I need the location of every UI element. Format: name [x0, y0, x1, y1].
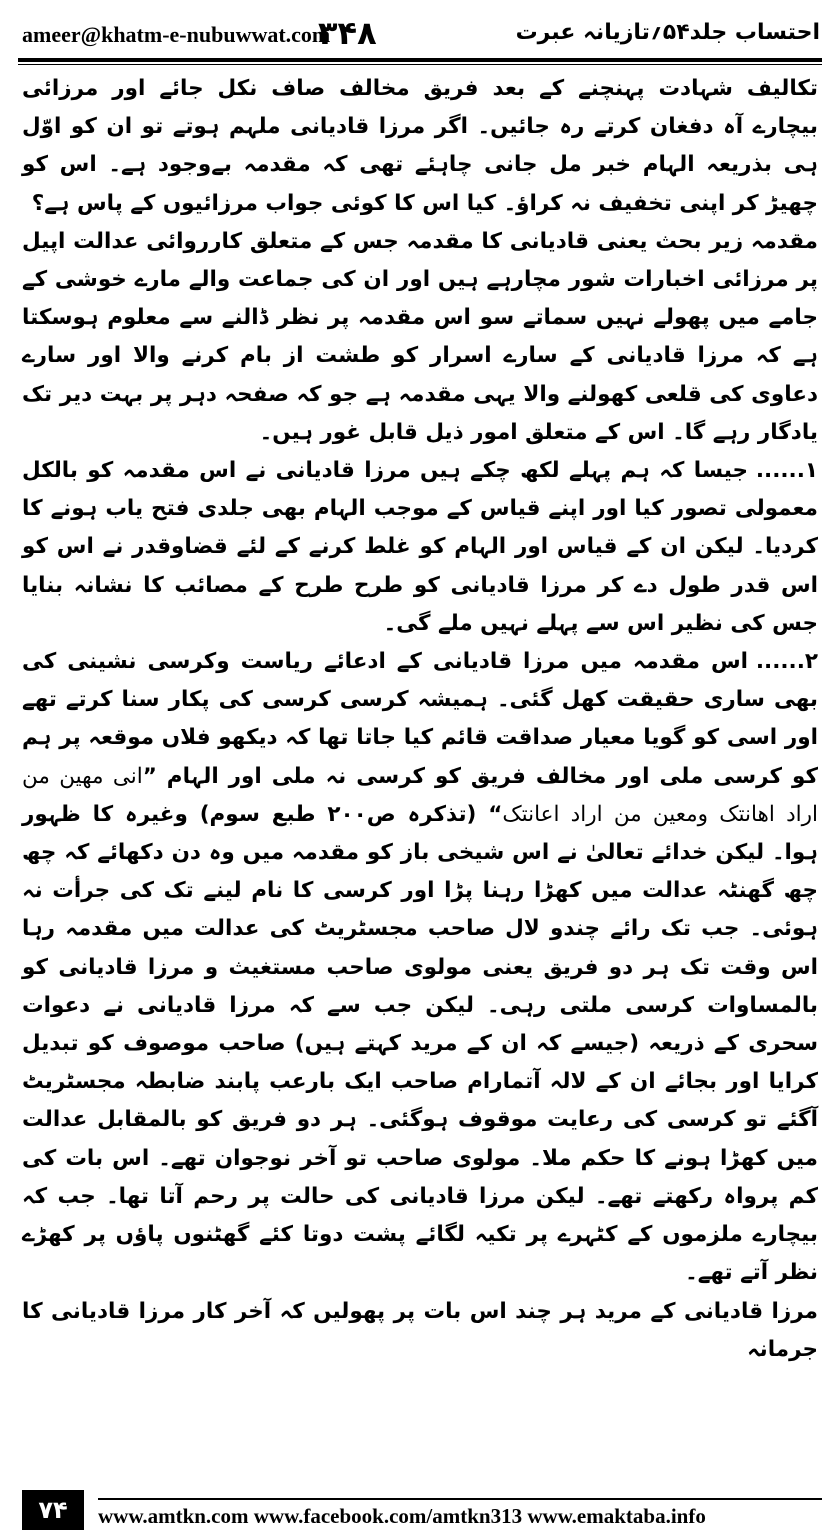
footer-page-badge: ۷۴ — [22, 1490, 84, 1530]
footer-links[interactable]: www.amtkn.com www.facebook.com/amtkn313 www.emaktaba.info — [98, 1498, 822, 1534]
paragraph-2 — [22, 223, 818, 452]
paragraph-4 — [22, 643, 818, 1292]
paragraph-5 — [22, 1293, 818, 1369]
page-body — [22, 70, 818, 1369]
header-rule-thick — [18, 58, 822, 62]
paragraph-text: مرزا قادیانی کے مرید ہر چند اس بات پر پھولیں کہ آخر کار مرزا قادیانی کا جرمانہ — [22, 1298, 818, 1362]
arabic-quote: انی مھین من اراد اھانتک ومعین من اراد اعانتک — [22, 763, 818, 827]
header-email[interactable]: ameer@khatm-e-nubuwwat.com — [22, 22, 331, 47]
paragraph-text: مقدمہ زیر بحث یعنی قادیانی کا مقدمہ جس کے متعلق کارروائی عدالت اپیل پر مرزائی اخبارات شور مچارہے ہیں اور ان کی جماعت والے مارے خوشی کے جامے میں پھولے نہیں سماتے سو اس مقدمہ پر نظر ڈالنے سے معلوم ہوسکتا ہے کہ مرزا قادیانی کے سارے اسرار کو طشت از بام کرنے والا اور سارے دعاوی کی قلعی کھولنے والا یہی مقدمہ ہے جو کہ صفحہ دہر پر بہت دیر تک یادگار رہے گا۔ اس کے متعلق امور ذیل قابل غور ہیں۔ — [22, 228, 818, 445]
paragraph-text: اس مقدمہ میں مرزا قادیانی کے ادعائے ریاست وکرسی نشینی کی بھی ساری حقیقت کھل گئی۔ ہمیشہ کرسی کرسی کی پکار سنا کرتے تھے اور اسی کو گویا معیار صداقت قائم کیا جاتا تھا کہ دیکھو فلاں موقعہ پر ہم کو کرسی ملی اور مخالف فریق کو کرسی نہ ملی اور الہام ” — [22, 649, 818, 789]
item-number: ۱...... — [755, 458, 818, 484]
header-rule-thin — [18, 64, 822, 65]
paragraph-text: تکالیف شہادت پہنچنے کے بعد فریق مخالف صاف نکل جائے اور مرزائی بیچارے آہ دفغان کرتے رہ جائیں۔ اگر مرزا قادیانی ملہم ہوتے تو ان کو اوّل ہی بذریعہ الہام خبر مل جانی چاہئے تھی کہ مقدمہ بےوجود ہے۔ اس کو چھیڑ کر اپنی تخفیف نہ کراؤ۔ کیا اس کا کوئی جواب مرزائیوں کے پاس ہے؟ — [22, 76, 818, 216]
paragraph-1 — [22, 70, 818, 223]
item-number: ۲...... — [755, 649, 818, 675]
paragraph-text: جیسا کہ ہم پہلے لکھ چکے ہیں مرزا قادیانی نے اس مقدمہ کو بالکل معمولی تصور کیا اور اپنے قیاس کے موجب الہام بھی جلدی فتح یاب ہونے کا کردیا۔ لیکن ان کے قیاس اور الہام کو غلط کرنے کے لئے قضاوقدر نے اس کو اس قدر طول دے کر مرزا قادیانی کو طرح طرح کے مصائب کا نشانہ بنایا جس کی نظیر اس سے پہلے نہیں ملے گی۔ — [22, 458, 818, 636]
page-footer — [0, 1488, 840, 1540]
paragraph-text: “ (تذکرہ ص۲۰۰ طبع سوم) وغیرہ کا ظہور ہوا۔ لیکن خدائے تعالیٰ نے اس شیخی باز کو مقدمہ میں وہ دن دکھائے کہ چھ چھ گھنٹہ عدالت میں کھڑا رہنا پڑا اور کرسی کا نام لینے تک کی جرأت نہ ہوئی۔ جب تک رائے چندو لال صاحب مجسٹریٹ کی عدالت میں مقدمہ رہا اس وقت تک ہر دو فریق یعنی مولوی صاحب مستغیث و مرزا قادیانی کو بالمساوات کرسی ملتی رہی۔ لیکن جب سے کہ مرزا قادیانی نے دعوات سحری کے ذریعہ (جیسے کہ ان کے مرید کہتے ہیں) صاحب موصوف کو تبدیل کرایا اور بجائے ان کے لالہ آتمارام صاحب ایک بارعب پابند ضابطہ مجسٹریٹ آگئے تو کرسی کی رعایت موقوف ہوگئی۔ ہر دو فریق کو بالمقابل عدالت میں کھڑا ہونے کا حکم ملا۔ مولوی صاحب تو آخر نوجوان تھے۔ اس بات کی کم پرواہ رکھتے تھے۔ لیکن مرزا قادیانی کی حالت پر رحم آتا تھا۔ جب کہ بیچارے ملزموں کے کٹہرے پر تکیہ لگائے پشت دوتا کئے گھٹنوں پاؤں پر کھڑے نظر آتے تھے۔ — [22, 801, 818, 1286]
paragraph-3 — [22, 452, 818, 643]
header-page-number: ۳۴۸ — [318, 14, 377, 52]
page-header — [18, 10, 822, 60]
header-title: احتساب جلد۵۴؍تازیانہ عبرت — [515, 20, 820, 45]
